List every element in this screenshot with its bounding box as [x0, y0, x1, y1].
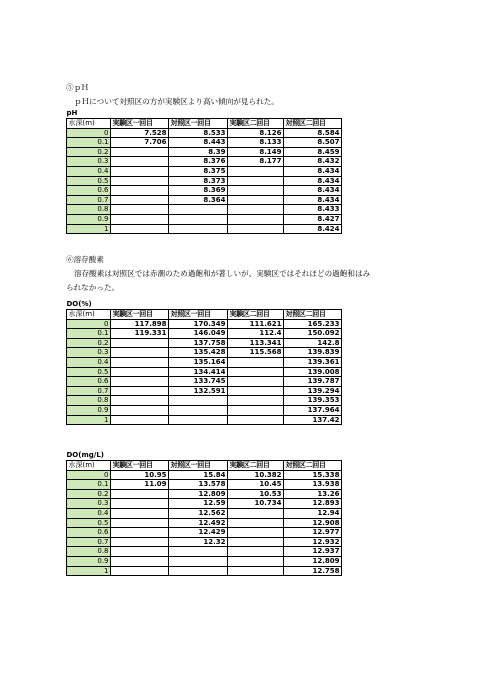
- value-cell: [228, 556, 284, 566]
- value-cell: [111, 224, 169, 234]
- value-cell: 139.839: [284, 348, 342, 358]
- depth-cell: 0.1: [67, 138, 111, 148]
- value-cell: 8.459: [284, 147, 342, 157]
- value-cell: [111, 157, 169, 167]
- value-cell: [169, 205, 228, 215]
- value-cell: 8.177: [228, 157, 284, 167]
- do-pct-table-container: [66, 300, 342, 425]
- column-header: 対照区一回目: [169, 461, 228, 471]
- column-header: 実験区二回目: [228, 119, 284, 129]
- depth-cell: 0: [67, 470, 111, 480]
- table-row: [67, 367, 342, 377]
- value-cell: [228, 518, 284, 528]
- value-cell: [228, 205, 284, 215]
- value-cell: 15.84: [169, 470, 228, 480]
- table-header-row: [67, 119, 342, 129]
- value-cell: [111, 195, 169, 205]
- value-cell: 8.434: [284, 176, 342, 186]
- value-cell: [111, 166, 169, 176]
- value-cell: [169, 566, 228, 576]
- value-cell: 8.364: [169, 195, 228, 205]
- value-cell: 113.341: [228, 338, 284, 348]
- table-row: [67, 338, 342, 348]
- value-cell: [228, 224, 284, 234]
- value-cell: 8.149: [228, 147, 284, 157]
- value-cell: [169, 214, 228, 224]
- value-cell: [111, 367, 169, 377]
- value-cell: 12.492: [169, 518, 228, 528]
- value-cell: 13.938: [284, 480, 342, 490]
- table-row: [67, 214, 342, 224]
- value-cell: 137.42: [284, 415, 342, 425]
- value-cell: [228, 537, 284, 547]
- value-cell: [228, 415, 284, 425]
- value-cell: 8.373: [169, 176, 228, 186]
- value-cell: [228, 367, 284, 377]
- ph-table: [66, 109, 342, 234]
- column-header: 実験区一回目: [111, 461, 169, 471]
- value-cell: 139.361: [284, 357, 342, 367]
- value-cell: [228, 166, 284, 176]
- depth-cell: 1: [67, 566, 111, 576]
- value-cell: 10.734: [228, 499, 284, 509]
- table-row: [67, 157, 342, 167]
- value-cell: [228, 377, 284, 387]
- depth-cell: 0.4: [67, 166, 111, 176]
- depth-cell: 0: [67, 319, 111, 329]
- depth-cell: 0.7: [67, 195, 111, 205]
- value-cell: [111, 556, 169, 566]
- value-cell: 8.424: [284, 224, 342, 234]
- depth-cell: 0: [67, 128, 111, 138]
- depth-cell: 0.8: [67, 205, 111, 215]
- value-cell: 133.745: [169, 377, 228, 387]
- value-cell: 117.898: [111, 319, 169, 329]
- value-cell: 12.562: [169, 508, 228, 518]
- value-cell: 10.382: [228, 470, 284, 480]
- depth-cell: 0.3: [67, 499, 111, 509]
- ph-section-note: ｐＨについて対照区の方が実験区より高い傾向が見られた。: [74, 97, 279, 106]
- value-cell: 8.369: [169, 186, 228, 196]
- value-cell: [169, 415, 228, 425]
- depth-cell: 0.1: [67, 480, 111, 490]
- value-cell: 8.443: [169, 138, 228, 148]
- value-cell: 137.758: [169, 338, 228, 348]
- table-row: [67, 528, 342, 538]
- do-mg-table-container: [66, 451, 342, 576]
- table-row: [67, 224, 342, 234]
- table-row: [67, 396, 342, 406]
- table-row: [67, 547, 342, 557]
- depth-cell: 0.6: [67, 528, 111, 538]
- column-header: 実験区二回目: [228, 461, 284, 471]
- table-row: [67, 556, 342, 566]
- value-cell: 8.432: [284, 157, 342, 167]
- value-cell: [111, 386, 169, 396]
- value-cell: 12.429: [169, 528, 228, 538]
- value-cell: [228, 547, 284, 557]
- value-cell: 139.294: [284, 386, 342, 396]
- table-row: [67, 205, 342, 215]
- table-row: [67, 470, 342, 480]
- value-cell: [169, 405, 228, 415]
- depth-cell: 0.8: [67, 547, 111, 557]
- value-cell: 170.349: [169, 319, 228, 329]
- value-cell: [169, 224, 228, 234]
- depth-cell: 0.4: [67, 357, 111, 367]
- value-cell: [169, 556, 228, 566]
- do-section-note-line2: られなかった。: [66, 283, 120, 292]
- value-cell: 12.893: [284, 499, 342, 509]
- table-row: [67, 348, 342, 358]
- depth-cell: 0.4: [67, 508, 111, 518]
- do-pct-table: [66, 300, 342, 425]
- depth-cell: 0.9: [67, 214, 111, 224]
- depth-cell: 0.6: [67, 377, 111, 387]
- value-cell: [111, 214, 169, 224]
- table-row: [67, 186, 342, 196]
- value-cell: 8.126: [228, 128, 284, 138]
- value-cell: [111, 176, 169, 186]
- value-cell: 10.53: [228, 489, 284, 499]
- value-cell: [111, 499, 169, 509]
- column-header: 対照区一回目: [169, 119, 228, 129]
- value-cell: 165.233: [284, 319, 342, 329]
- table-caption: DO(%): [66, 300, 92, 309]
- value-cell: [111, 377, 169, 387]
- table-row: [67, 537, 342, 547]
- value-cell: 135.164: [169, 357, 228, 367]
- value-cell: [111, 396, 169, 406]
- value-cell: 12.937: [284, 547, 342, 557]
- value-cell: [228, 396, 284, 406]
- value-cell: 12.809: [284, 556, 342, 566]
- value-cell: [228, 176, 284, 186]
- table-row: [67, 176, 342, 186]
- value-cell: 7.528: [111, 128, 169, 138]
- value-cell: [111, 338, 169, 348]
- value-cell: 8.375: [169, 166, 228, 176]
- value-cell: [111, 415, 169, 425]
- value-cell: [111, 537, 169, 547]
- column-header: 実験区二回目: [228, 310, 284, 320]
- value-cell: 132.591: [169, 386, 228, 396]
- depth-cell: 0.6: [67, 186, 111, 196]
- do-mg-table: [66, 451, 342, 576]
- value-cell: 12.758: [284, 566, 342, 576]
- depth-cell: 0.8: [67, 396, 111, 406]
- do-section-note-line1: 溶存酸素は対照区では赤潮のため過飽和が著しいが、実験区ではそれほどの過飽和はみ: [74, 269, 371, 278]
- depth-cell: 0.3: [67, 348, 111, 358]
- value-cell: [111, 147, 169, 157]
- value-cell: 7.706: [111, 138, 169, 148]
- do-section-heading: ⑥溶存酸素: [66, 255, 104, 264]
- value-cell: [111, 547, 169, 557]
- depth-cell: 0.5: [67, 518, 111, 528]
- depth-cell: 0.9: [67, 556, 111, 566]
- value-cell: [111, 508, 169, 518]
- table-row: [67, 518, 342, 528]
- value-cell: 12.59: [169, 499, 228, 509]
- value-cell: 8.434: [284, 186, 342, 196]
- column-header: 対照区二回目: [284, 461, 342, 471]
- value-cell: 8.133: [228, 138, 284, 148]
- value-cell: 8.376: [169, 157, 228, 167]
- value-cell: 13.26: [284, 489, 342, 499]
- value-cell: 119.331: [111, 329, 169, 339]
- value-cell: 12.94: [284, 508, 342, 518]
- value-cell: 139.353: [284, 396, 342, 406]
- column-header: 水深(m): [67, 461, 111, 471]
- table-row: [67, 138, 342, 148]
- table-row: [67, 386, 342, 396]
- table-header-row: [67, 310, 342, 320]
- value-cell: [169, 396, 228, 406]
- table-row: [67, 357, 342, 367]
- value-cell: 146.049: [169, 329, 228, 339]
- value-cell: 137.964: [284, 405, 342, 415]
- depth-cell: 0.7: [67, 537, 111, 547]
- table-row: [67, 128, 342, 138]
- table-row: [67, 508, 342, 518]
- value-cell: 10.95: [111, 470, 169, 480]
- table-caption: pH: [66, 109, 78, 118]
- value-cell: 134.414: [169, 367, 228, 377]
- value-cell: [169, 547, 228, 557]
- value-cell: [111, 566, 169, 576]
- depth-cell: 1: [67, 415, 111, 425]
- depth-cell: 0.1: [67, 329, 111, 339]
- table-header-row: [67, 461, 342, 471]
- table-row: [67, 405, 342, 415]
- value-cell: 139.787: [284, 377, 342, 387]
- ph-table-container: [66, 109, 342, 234]
- value-cell: 8.507: [284, 138, 342, 148]
- value-cell: 112.4: [228, 329, 284, 339]
- value-cell: 10.45: [228, 480, 284, 490]
- table-caption: DO(mg/L): [66, 451, 104, 460]
- column-header: 実験区一回目: [111, 310, 169, 320]
- value-cell: 11.09: [111, 480, 169, 490]
- depth-cell: 0.3: [67, 157, 111, 167]
- value-cell: [111, 186, 169, 196]
- value-cell: 150.092: [284, 329, 342, 339]
- value-cell: [111, 489, 169, 499]
- value-cell: 12.977: [284, 528, 342, 538]
- table-row: [67, 195, 342, 205]
- depth-cell: 0.2: [67, 489, 111, 499]
- table-row: [67, 147, 342, 157]
- value-cell: 13.578: [169, 480, 228, 490]
- value-cell: 8.427: [284, 214, 342, 224]
- depth-cell: 0.2: [67, 338, 111, 348]
- value-cell: 12.908: [284, 518, 342, 528]
- value-cell: [111, 348, 169, 358]
- value-cell: [228, 386, 284, 396]
- column-header: 水深(m): [67, 310, 111, 320]
- value-cell: [228, 357, 284, 367]
- ph-section-heading: ⑤ｐＨ: [66, 83, 89, 92]
- value-cell: 142.8: [284, 338, 342, 348]
- column-header: 対照区二回目: [284, 119, 342, 129]
- value-cell: 8.584: [284, 128, 342, 138]
- value-cell: 8.434: [284, 166, 342, 176]
- value-cell: 8.433: [284, 205, 342, 215]
- value-cell: [111, 205, 169, 215]
- value-cell: [228, 195, 284, 205]
- value-cell: 135.428: [169, 348, 228, 358]
- value-cell: [228, 508, 284, 518]
- table-row: [67, 377, 342, 387]
- depth-cell: 0.7: [67, 386, 111, 396]
- value-cell: 12.32: [169, 537, 228, 547]
- value-cell: [111, 528, 169, 538]
- table-row: [67, 489, 342, 499]
- value-cell: [111, 518, 169, 528]
- column-header: 対照区一回目: [169, 310, 228, 320]
- depth-cell: 0.2: [67, 147, 111, 157]
- value-cell: 8.533: [169, 128, 228, 138]
- value-cell: 111.621: [228, 319, 284, 329]
- value-cell: [228, 528, 284, 538]
- table-row: [67, 499, 342, 509]
- value-cell: [111, 405, 169, 415]
- depth-cell: 1: [67, 224, 111, 234]
- table-row: [67, 566, 342, 576]
- value-cell: 139.008: [284, 367, 342, 377]
- value-cell: [111, 357, 169, 367]
- table-row: [67, 319, 342, 329]
- value-cell: 15.338: [284, 470, 342, 480]
- value-cell: [228, 566, 284, 576]
- column-header: 実験区一回目: [111, 119, 169, 129]
- depth-cell: 0.5: [67, 176, 111, 186]
- table-row: [67, 166, 342, 176]
- table-row: [67, 415, 342, 425]
- table-row: [67, 329, 342, 339]
- value-cell: 12.932: [284, 537, 342, 547]
- table-row: [67, 480, 342, 490]
- column-header: 対照区二回目: [284, 310, 342, 320]
- value-cell: 8.434: [284, 195, 342, 205]
- value-cell: [228, 405, 284, 415]
- value-cell: [228, 214, 284, 224]
- value-cell: 12.809: [169, 489, 228, 499]
- depth-cell: 0.9: [67, 405, 111, 415]
- value-cell: [228, 186, 284, 196]
- column-header: 水深(m): [67, 119, 111, 129]
- depth-cell: 0.5: [67, 367, 111, 377]
- value-cell: 8.39: [169, 147, 228, 157]
- value-cell: 115.568: [228, 348, 284, 358]
